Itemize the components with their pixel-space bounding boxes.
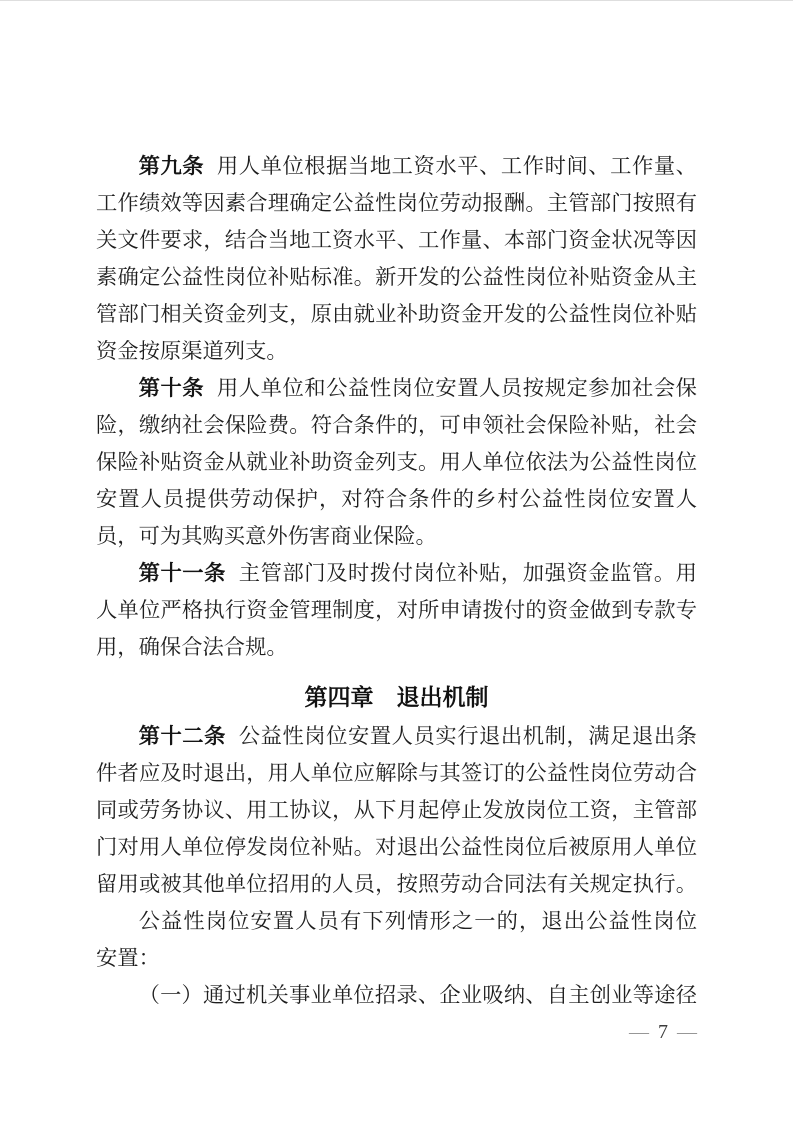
body-line: 人单位严格执行资金管理制度，对所申请拨付的资金做到专款专 xyxy=(96,598,697,622)
page-number: 7 xyxy=(658,1021,668,1043)
body-line: 安置： xyxy=(96,946,160,970)
body-line: 公益性岗位安置人员有下列情形之一的，退出公益性岗位 xyxy=(138,909,697,933)
line-text: 用人单位和公益性岗位安置人员按规定参加社会保 xyxy=(216,376,697,400)
footer-dash-right: — xyxy=(677,1021,697,1043)
article-number: 第十一条 xyxy=(138,561,226,585)
chapter-heading: 第四章 退出机制 xyxy=(304,684,489,710)
article-start-line xyxy=(96,148,697,185)
body-line: 保险补贴资金从就业补助资金列支。用人单位依法为公益性岗位 xyxy=(96,450,697,474)
body-line: 工作绩效等因素合理确定公益性岗位劳动报酬。主管部门按照有 xyxy=(96,191,697,215)
body-line: 留用或被其他单位招用的人员，按照劳动合同法有关规定执行。 xyxy=(96,872,697,896)
body-line: 用，确保合法合规。 xyxy=(96,635,288,659)
body-line: 件者应及时退出，用人单位应解除与其签订的公益性岗位劳动合 xyxy=(96,761,697,785)
document-lines xyxy=(96,148,697,1014)
body-line: 安置人员提供劳动保护，对符合条件的乡村公益性岗位安置人 xyxy=(96,487,697,511)
line-text: 用人单位根据当地工资水平、工作时间、工作量、 xyxy=(216,154,697,178)
article-start-line xyxy=(96,555,697,592)
body-line: 门对用人单位停发岗位补贴。对退出公益性岗位后被原用人单位 xyxy=(96,835,697,859)
page-footer xyxy=(629,1020,697,1044)
article-start-line xyxy=(96,370,697,407)
body-line: 险，缴纳社会保险费。符合条件的，可申领社会保险补贴，社会 xyxy=(96,413,697,437)
body-line: 资金按原渠道列支。 xyxy=(96,339,288,363)
footer-dash-left: — xyxy=(629,1021,649,1043)
scan-edge-line xyxy=(0,0,793,1)
line-text: 主管部门及时拨付岗位补贴，加强资金监管。用 xyxy=(238,561,697,585)
line-text: 公益性岗位安置人员实行退出机制，满足退出条 xyxy=(238,724,697,748)
article-number: 第十二条 xyxy=(138,724,226,748)
body-line: 素确定公益性岗位补贴标准。新开发的公益性岗位补贴资金从主 xyxy=(96,265,697,289)
body-line: 同或劳务协议、用工协议，从下月起停止发放岗位工资，主管部 xyxy=(96,798,697,822)
body-line: （一）通过机关事业单位招录、企业吸纳、自主创业等途径 xyxy=(138,983,697,1007)
article-number: 第十条 xyxy=(138,376,205,400)
body-line: 管部门相关资金列支，原由就业补助资金开发的公益性岗位补贴 xyxy=(96,302,697,326)
body-line: 关文件要求，结合当地工资水平、工作量、本部门资金状况等因 xyxy=(96,228,697,252)
article-start-line xyxy=(96,718,697,755)
article-number: 第九条 xyxy=(138,154,205,178)
body-line: 员，可为其购买意外伤害商业保险。 xyxy=(96,524,437,548)
